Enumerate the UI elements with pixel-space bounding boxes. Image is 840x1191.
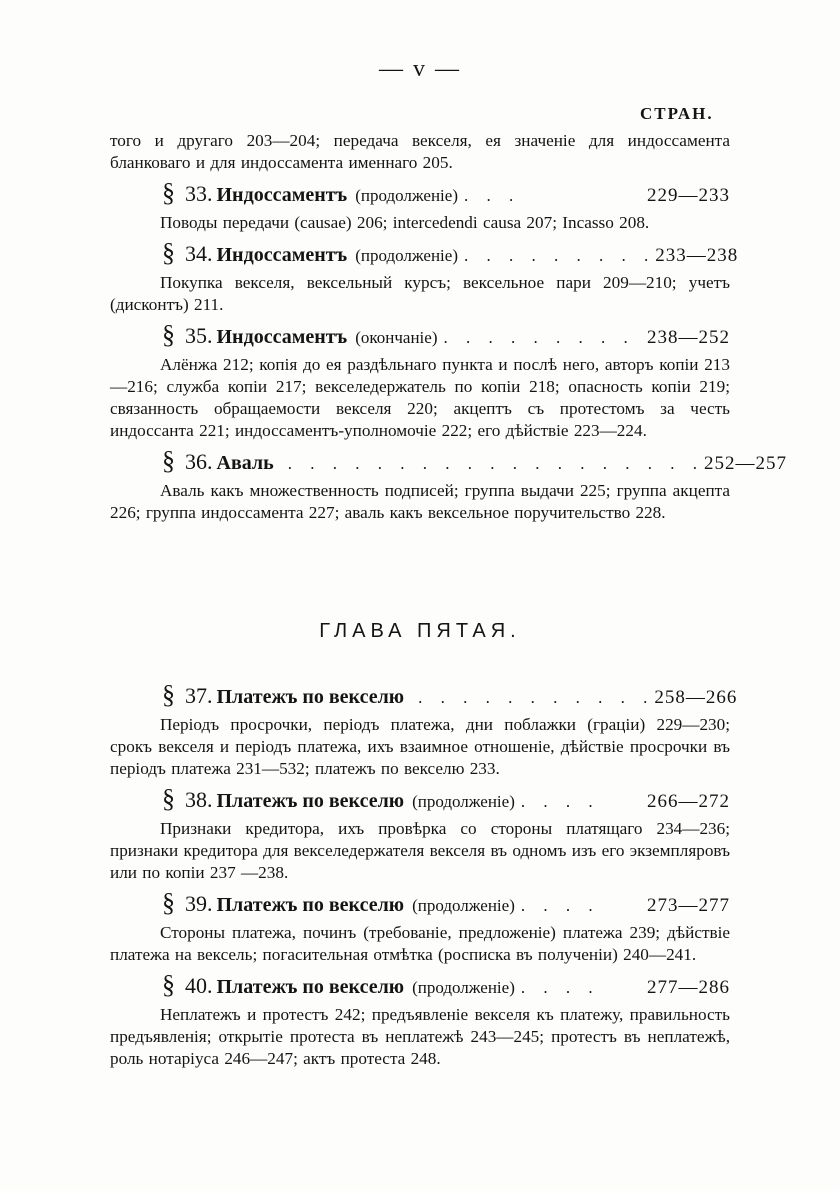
section-title: Аваль bbox=[216, 452, 274, 474]
section-title: Платежъ по векселю bbox=[216, 790, 405, 812]
toc-entry-40 bbox=[162, 966, 730, 1004]
section-subtitle: (продолженіе) bbox=[412, 978, 515, 997]
page-range: 273—277 bbox=[647, 895, 730, 916]
pages-column-label: СТРАН. bbox=[640, 104, 714, 123]
section-number: 39. bbox=[185, 891, 213, 916]
page-range: 266—272 bbox=[647, 791, 730, 812]
dot-leader: . . . . bbox=[520, 978, 600, 997]
toc-entry-39 bbox=[162, 884, 730, 922]
section-sign: § bbox=[162, 238, 175, 267]
section-subtitle: (продолженіе) bbox=[355, 186, 458, 205]
page-range: 229—233 bbox=[647, 185, 730, 206]
section-sign: § bbox=[162, 178, 175, 207]
section-subtitle: (продолженіе) bbox=[412, 896, 515, 915]
dot-leader: . . . . . . . . . . . . . . . . . . . bbox=[287, 454, 704, 473]
toc-entry-37 bbox=[162, 676, 738, 714]
entry-description: Покупка векселя, вексельный курсъ; вексельное пари 209—210; учетъ (дисконтъ) 211. bbox=[110, 273, 730, 314]
section-title: Платежъ по векселю bbox=[216, 976, 405, 998]
toc-entry-38 bbox=[162, 780, 730, 818]
entry-description: Поводы передачи (causae) 206; intercedendi causa 207; Incasso 208. bbox=[160, 213, 650, 232]
section-number: 40. bbox=[185, 973, 213, 998]
entry-description: Признаки кредитора, ихъ провѣрка со стороны платящаго 234—236; признаки кредитора для векселедержателя векселя въ одномъ изъ его экземпляровъ или по копіи 237 —238. bbox=[110, 819, 730, 882]
section-number: 38. bbox=[185, 787, 213, 812]
section-sign: § bbox=[162, 970, 175, 999]
section-sign: § bbox=[162, 320, 175, 349]
dot-leader: . . . . . . . . . . . bbox=[418, 688, 655, 707]
section-sign: § bbox=[162, 784, 175, 813]
section-title: Индоссаментъ bbox=[216, 184, 348, 206]
page-range: 238—252 bbox=[647, 327, 730, 348]
page-range: 277—286 bbox=[647, 977, 730, 998]
section-subtitle: (продолженіе) bbox=[355, 246, 458, 265]
section-sign: § bbox=[162, 680, 175, 709]
section-title: Индоссаментъ bbox=[216, 326, 348, 348]
section-number: 33. bbox=[185, 181, 213, 206]
toc-block-2 bbox=[110, 676, 738, 1070]
entry-description: Алёнжа 212; копія до ея раздѣльнаго пункта и послѣ него, авторъ копіи 213—216; служба копіи 217; векселедержатель по копіи 218; опасность копіи 219; связанность обращаемости векселя 220; акцептъ съ протестомъ за честь индоссанта 221; индоссаментъ-уполномочіе 222; его дѣйствіе 223—224. bbox=[110, 355, 730, 440]
section-number: 35. bbox=[185, 323, 213, 348]
toc-entry-33 bbox=[162, 174, 730, 212]
dot-leader: . . . . . . . . . bbox=[463, 246, 656, 265]
entry-description: Аваль какъ множественность подписей; группа выдачи 225; группа акцепта 226; группа индоссамента 227; аваль какъ вексельное поручительство 228. bbox=[110, 481, 730, 522]
chapter-heading: ГЛАВА ПЯТАЯ. bbox=[319, 620, 521, 642]
section-title: Платежъ по векселю bbox=[216, 686, 405, 708]
section-title: Индоссаментъ bbox=[216, 244, 348, 266]
section-sign: § bbox=[162, 888, 175, 917]
entry-description: Періодъ просрочки, періодъ платежа, дни поблажки (граціи) 229—230; срокъ векселя и періодъ платежа, ихъ взаимное отношеніе, дѣйствіе просрочки въ періодъ платежа 231—532; платежъ по векселю 233. bbox=[110, 715, 730, 778]
page-range: 233—238 bbox=[655, 245, 739, 266]
section-subtitle: (окончаніе) bbox=[355, 328, 438, 347]
section-sign: § bbox=[162, 446, 175, 475]
dot-leader: . . . bbox=[463, 186, 521, 205]
toc-block-1 bbox=[110, 130, 787, 524]
section-title: Платежъ по векселю bbox=[216, 894, 405, 916]
page-number: — v — bbox=[379, 56, 461, 82]
dot-leader: . . . . . . . . . bbox=[443, 328, 635, 347]
page-range: 258—266 bbox=[654, 687, 738, 708]
dot-leader: . . . . bbox=[520, 896, 600, 915]
section-number: 34. bbox=[185, 241, 213, 266]
section-number: 37. bbox=[185, 683, 213, 708]
toc-entry-34 bbox=[162, 234, 739, 272]
entry-description: Неплатежъ и протестъ 242; предъявленіе векселя къ платежу, правильность предъявленія; открытіе протеста въ неплатежѣ 243—245; протестъ въ неплатежѣ, роль нотаріуса 246—247; актъ протеста 248. bbox=[110, 1005, 730, 1068]
section-subtitle: (продолженіе) bbox=[412, 792, 515, 811]
toc-entry-35 bbox=[162, 316, 730, 354]
dot-leader: . . . . bbox=[520, 792, 600, 811]
section-number: 36. bbox=[185, 449, 213, 474]
entry-description: Стороны платежа, починъ (требованіе, предложеніе) платежа 239; дѣйствіе платежа на вексель; погасительная отмѣтка (росписка въ полученіи) 240—241. bbox=[110, 923, 730, 964]
entry-description: того и другаго 203—204; передача векселя, ея значеніе для индоссамента бланковаго и для индоссамента именнаго 205. bbox=[110, 131, 730, 172]
page-range: 252—257 bbox=[703, 453, 787, 474]
toc-entry-36 bbox=[162, 442, 787, 480]
